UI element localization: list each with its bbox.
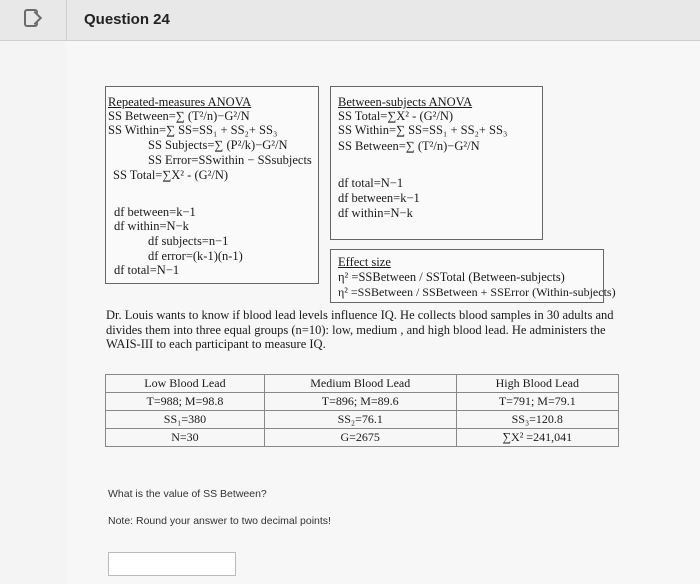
bs-line: SS Total=∑X² - (G²/N) <box>338 109 454 123</box>
bs-line: df between=k−1 <box>338 191 420 205</box>
rm-line: df between=k−1 <box>114 205 196 219</box>
rm-line: SS Subjects=∑ (P²/k)−G²/N <box>148 138 288 152</box>
table-row <box>106 393 619 411</box>
rm-line: df within=N−k <box>114 219 189 233</box>
rm-line: SS Error=SSwithin − SSsubjects <box>148 153 312 167</box>
table-row <box>106 429 619 447</box>
question-title: Question 24 <box>84 11 170 28</box>
table-cell: SS₃=120.8 <box>456 411 618 429</box>
effect-line: η² =SSBetween / SSTotal (Between-subjects) <box>338 270 565 284</box>
note-text: Note: Round your answer to two decimal points! <box>108 515 331 527</box>
table-cell: T=988; M=98.8 <box>106 393 265 411</box>
table-cell: G=2675 <box>264 429 456 447</box>
bs-line: SS Between=∑ (T²/n)−G²/N <box>338 139 480 153</box>
effect-title: Effect size <box>338 255 391 269</box>
problem-paragraph: Dr. Louis wants to know if blood lead levels influence IQ. He collects blood samples in 30 adults and divides them into three equal groups (n=10): low, medium , and high blood lead. He administers the WAIS-III to each participant to measure IQ. <box>106 308 614 351</box>
table-cell: N=30 <box>106 429 265 447</box>
repeated-title: Repeated-measures ANOVA <box>108 95 252 109</box>
rm-line: df subjects=n−1 <box>148 234 229 248</box>
table-header: High Blood Lead <box>456 375 618 393</box>
table-cell: T=791; M=79.1 <box>456 393 618 411</box>
rm-line: SS Total=∑X² - (G²/N) <box>113 168 229 182</box>
answer-input[interactable] <box>108 552 236 576</box>
header-divider <box>66 0 67 40</box>
question-text: What is the value of SS Between? <box>108 488 267 500</box>
table-header: Medium Blood Lead <box>264 375 456 393</box>
data-table <box>105 374 619 447</box>
effect-line: η² =SSBetween / SSBetween + SSError (Within-subjects) <box>338 285 616 299</box>
table-header: Low Blood Lead <box>106 375 265 393</box>
rm-line: SS Within=∑ SS=SS₁ + SS₂+ SS₃ <box>108 123 278 137</box>
bs-line: df within=N−k <box>338 206 413 220</box>
table-cell: ∑X² =241,041 <box>456 429 618 447</box>
table-cell: T=896; M=89.6 <box>264 393 456 411</box>
bs-line: df total=N−1 <box>338 176 404 190</box>
rm-line: df total=N−1 <box>114 263 180 277</box>
rm-line: df error=(k-1)(n-1) <box>148 249 243 263</box>
table-cell: SS₁=380 <box>106 411 265 429</box>
bs-line: SS Within=∑ SS=SS₁ + SS₂+ SS₃ <box>338 123 508 137</box>
table-cell: SS₂=76.1 <box>264 411 456 429</box>
question-header <box>0 0 700 41</box>
rm-line: SS Between=∑ (T²/n)−G²/N <box>108 109 250 123</box>
between-title: Between-subjects ANOVA <box>338 95 473 109</box>
table-header-row <box>106 375 619 393</box>
table-row <box>106 411 619 429</box>
